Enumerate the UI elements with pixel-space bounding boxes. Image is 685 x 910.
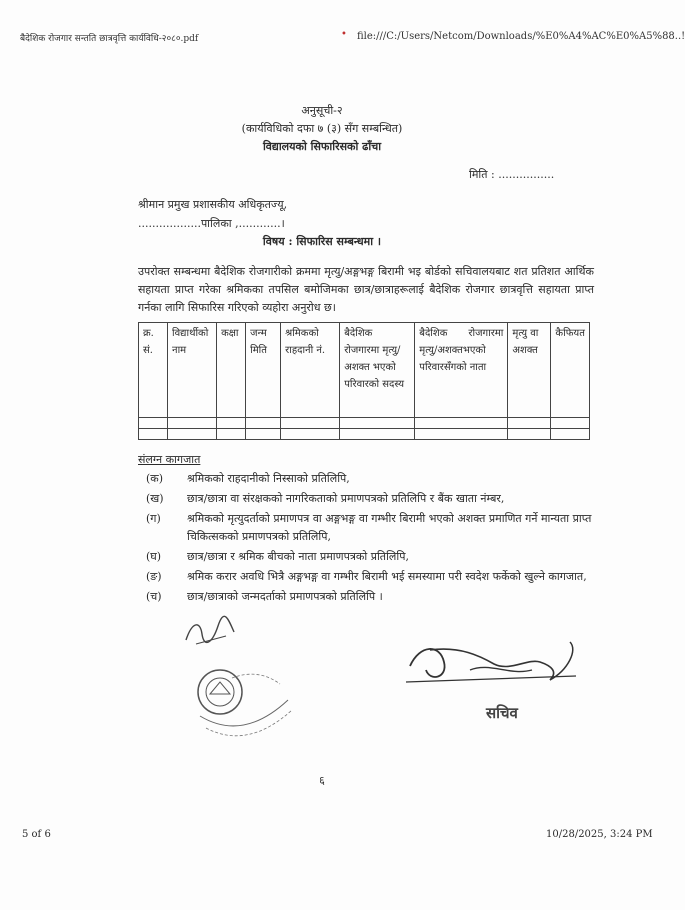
- list-text: छात्र/छात्रा वा संरक्षकको नागरिकताको प्रमाणपत्रको प्रतिलिपि र बैंक खाता नंम्बर,: [187, 492, 505, 505]
- list-marker: (क): [146, 472, 164, 485]
- document-filename: बैदेशिक रोजगार सन्तति छात्रवृत्ति कार्यविधि-२०८०.pdf: [20, 34, 199, 44]
- list-item: [146, 490, 606, 508]
- list-item: [146, 548, 606, 566]
- list-item: [146, 510, 606, 546]
- subject-line: विषय : सिफारिस सम्बन्धमा ।: [262, 235, 382, 248]
- office-seal-stamp: [188, 654, 298, 744]
- table-header-cell: बैदेशिक रोजगारमा मृत्यु/अशक्तभएको परिवारसँगको नाता: [415, 323, 508, 418]
- recommendation-table: [138, 322, 590, 440]
- table-header-cell: बैदेशिक रोजगारमा मृत्यु/अशक्त भएको परिवारको सदस्य: [340, 323, 415, 418]
- table-header-cell: कक्षा: [217, 323, 246, 418]
- list-marker: (ङ): [146, 570, 162, 583]
- list-text: श्रमिकको मृत्युदर्ताको प्रमाणपत्र वा अङ्गभङ्ग वा गम्भीर बिरामी भएको अशक्त प्रमाणित गर्ने मान्यता प्राप्त चिकित्सकको प्रमाणपत्रको प्रतिलिपि,: [187, 512, 592, 543]
- date-line: मिति : ................: [469, 168, 555, 181]
- list-text: श्रमिकको राहदानीको निस्साको प्रतिलिपि,: [187, 472, 350, 485]
- table-header-cell: जन्म मिति: [246, 323, 281, 418]
- table-row: [139, 429, 590, 440]
- page-count: 5 of 6: [22, 829, 51, 840]
- list-marker: (च): [146, 590, 162, 603]
- list-text: छात्र/छात्रा र श्रमिक बीचको नाता प्रमाणपत्रको प्रतिलिपि,: [187, 550, 409, 563]
- print-timestamp: 10/28/2025, 3:24 PM: [546, 829, 653, 840]
- annex-reference: (कार्यविधिको दफा ७ (३) सँग सम्बन्धित): [241, 122, 403, 135]
- table-header-cell: श्रमिकको राहदानी नं.: [281, 323, 340, 418]
- list-item: [146, 588, 606, 606]
- document-url: file:///C:/Users/Netcom/Downloads/%E0%A4%AC%E0%A5%88..!: [357, 31, 685, 42]
- list-item: [146, 568, 606, 586]
- annex-number: अनुसूची-२: [301, 104, 343, 117]
- bullet-dot-icon: •: [341, 29, 347, 40]
- addressee-office: ..................पालिका ,............।: [138, 217, 285, 230]
- document-title: विद्यालयको सिफारिसको ढाँचा: [262, 140, 382, 153]
- list-text: श्रमिक करार अवधि भित्रै अङ्गभङ्ग वा गम्भीर बिरामी भई समस्यामा परी स्वदेश फर्केको खुल्ने कागजात,: [187, 570, 587, 583]
- attachments-heading: संलग्न कागजात: [138, 453, 201, 466]
- initials-signature: [182, 614, 242, 648]
- list-marker: (ग): [146, 512, 161, 525]
- body-paragraph: उपरोक्त सम्बन्धमा बैदेशिक रोजगारीको क्रममा मृत्यु/अङ्गभङ्ग बिरामी भइ बोर्डको सचिवालयबाट शत प्रतिशत आर्थिक सहायता प्राप्त गरेका श्रमिकका तपसिल बमोजिमका छात्र/छात्राहरूलाई बैदेशिक रोजगार छात्रवृत्ति सहायता प्राप्त गर्नका लागि सिफारिस गरिएको व्यहोरा अनुरोध छ।: [138, 265, 594, 314]
- table-row: [139, 418, 590, 429]
- list-text: छात्र/छात्राको जन्मदर्ताको प्रमाणपत्रको प्रतिलिपि ।: [187, 590, 383, 603]
- table-header-cell: विद्यार्थीको नाम: [168, 323, 217, 418]
- table-header-cell: क्र. सं.: [139, 323, 168, 418]
- addressee-title: श्रीमान प्रमुख प्रशासकीय अधिकृतज्यू,: [138, 198, 288, 211]
- list-item: [146, 470, 606, 488]
- table-header-cell: मृत्यु वा अशक्त: [508, 323, 551, 418]
- signatory-title: सचिव: [486, 704, 518, 722]
- secretary-signature: [400, 636, 590, 696]
- table-header-row: [139, 323, 590, 418]
- list-marker: (घ): [146, 550, 162, 563]
- list-marker: (ख): [146, 492, 164, 505]
- page-number: ६: [319, 774, 325, 787]
- attachments-list: [146, 470, 606, 608]
- table-header-cell: कैफियत: [551, 323, 590, 418]
